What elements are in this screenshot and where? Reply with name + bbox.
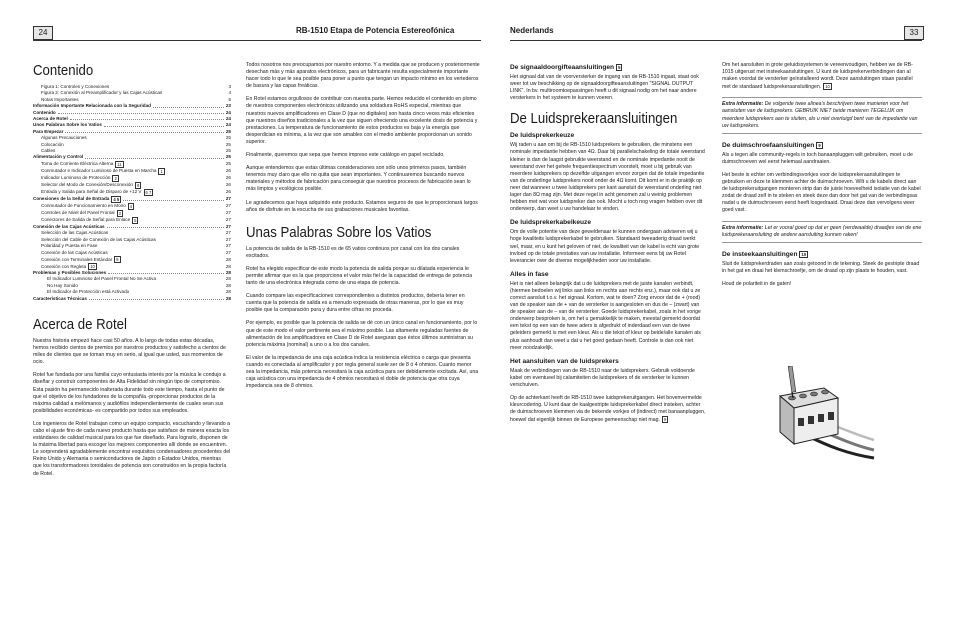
toc-entry-page: 25 [225, 141, 231, 147]
toc-entry [33, 196, 231, 203]
body-paragraph: Finalmente, queremos que sepa que hemos impreso este catálogo en papel reciclado. [246, 152, 445, 159]
toc-entry [33, 175, 231, 182]
toc-entry-page: 4 [228, 90, 231, 96]
acerca-paragraph: Los ingenieros de Rotel trabajan como un equipo compacto, escuchando y llevando a cabo el ajuste fino de cada nuevo producto hasta que satisface de manera exacta los estándares de calidad musical para los que fue diseñado. Para lograrlo, disponen de la máxima libertad para escoger los mejores componentes allí donde se encuentren. Le sorprenderá agradablemente encontrar exquisitos condensadores procedentes del Reino Unido y Alemania o semiconductores de Japón o Estados Unidos, mientras que los transformadores toroidales de potencia son construidos en la propia factoría de Rotel. [33, 420, 231, 477]
luid-title: De Luidsprekeraansluitingen [510, 110, 678, 128]
toc-entry-page: 23 [225, 103, 231, 109]
toc-entry-page: 26 [225, 168, 231, 174]
toc-entry-page: 26 [225, 182, 231, 188]
section-heading: Alles in fase [510, 270, 549, 278]
ref-box: 5 [134, 217, 137, 223]
column-nl-right [722, 62, 922, 294]
toc-entry [33, 182, 231, 189]
toc-entry-page: 5 [228, 96, 231, 102]
toc-entry [33, 203, 231, 210]
column-middle [246, 62, 480, 396]
toc-entry-label: No Hay Sonido [47, 282, 78, 288]
toc-entry-page: 28 [225, 295, 231, 301]
toc-entry-page: 28 [225, 256, 231, 262]
toc-entry-label: Características Técnicas [33, 295, 87, 301]
toc-entry-label: Conexión de las Cajas Acústicas [33, 223, 105, 229]
toc-entry-page: 27 [225, 249, 231, 255]
ref-box: 10 [90, 263, 95, 269]
connector-illustration [768, 366, 876, 462]
toc-entry-label: Colocación [41, 141, 64, 147]
toc-entry-label: Acerca de Rotel [33, 116, 68, 122]
ref-box: 9 [818, 142, 821, 148]
toc-entry-page: 25 [225, 128, 231, 134]
body-paragraph: Le agradecemos que haya adquirido este producto. Estamos seguros de que le proporcionará largos años de disfrute en la escucha de sus grabaciones musicales favoritas. [246, 199, 478, 213]
toc-entry [33, 189, 231, 196]
toc-entry [33, 210, 231, 217]
section-text-last: Op de achterkant heeft de RB-1510 twee luidsprekeruitgangen. Het bovenvermelde kleurcodering. U kunt daar de kaalgestripte luidsprekerkabel direct insteken, achter de duimschroeven klemmen via de bekende vorkjes of (indirect) met banaanpluggen, hoewel dat eigenlijk binnen de Europese gemeenschap niet mag. 9 [510, 395, 706, 424]
toc-entry-label: Figura 1: Controles y Conexiones [41, 84, 110, 89]
toc-entry-page: 27 [225, 223, 231, 229]
toc-entry-label: Para Empezar [33, 128, 64, 134]
section-text: Wij raden u aan om bij de RB-1510 luidsprekers te gebruiken, die minstens een nominale impedantie hebben van 4Ω. Daar bij parallelschakeling de totale weerstand kleiner is dan de laagst gebruikte weerstand en de nominale impedantie nooit de weerstand over het gehele frequentiespectrum voorstelt, moet u bij gebruik van meerdere luidsprekers op dezelfde uitgangen ervoor zorgen dat de totale impedantie van de onderlinge luidsprekers nooit onder de 4Ω komt. Dit komt er in de praktijk op neer dat wanneer u twee luidsprekers per kant aansluit de weerstand onderling niet lager dan 8Ω mag zijn. Met deze regel in acht genomen zal u weinig problemen hebben met wat voor luidspreker dan ook. Mocht u toch nog vragen hebben over dit onderwerp, dan weet u uw handelaar te vinden. [510, 142, 705, 213]
vatios-paragraph: Cuando compare las especificaciones correspondientes a distintos productos, debería tener en cuenta que la potencia de salida es a menudo expresada de otras maneras, por lo que es muy posible que la comparación pura y dura entre cifras no proceda. [246, 293, 465, 314]
toc-entry-label: Conexión con Terminales Estándar [41, 256, 113, 262]
toc-entry-page: 27 [225, 196, 231, 202]
toc-entry-label: Algunas Precauciones [41, 135, 87, 141]
body-paragraph: En Rotel estamos orgullosos de contribuir con nuestra parte. Hemos reducido el contenido en plomo de nuestros componentes electrónicos utilizando una soldadura RoHS especial, mientras que nuestros nuevos amplificadores en Clase D (que no digitales) son hasta cinco veces más eficientes que nuestros diseños tradicionales a la vez que siguen ofreciendo una excelente dosis de potencia y prestaciones. La temperatura de funcionamiento de estos productos es baja y la energía que desperdician es mínima, a la vez que son amables con el medio ambiente proporcionan un sonido superior. [246, 96, 478, 145]
toc-list [33, 84, 231, 302]
toc-entry-label: Conectores de Salida de Señal para Enlace [41, 217, 131, 223]
section-text: Maak de verbindingen van de RB-1510 naar de luidsprekers. Gebruik voldoende kabel om eventueel bij calamiteiten de luidsprekers of de versterker te kunnen verschuiven. [510, 367, 695, 388]
vatios-title: Unas Palabras Sobre los Vatios [246, 223, 432, 241]
ref-box: 11 [117, 161, 122, 167]
toc-entry-label: El Indicador de Protección está Activado [47, 289, 130, 295]
toc-entry-label: Indicador Luminoso de Protección [41, 175, 111, 181]
toc-entry-label: Conmutador e Indicador Luminoso de Puesta en Marcha [41, 168, 157, 174]
toc-entry-page: 25 [225, 135, 231, 141]
toc-entry-label: Unos Palabras Sobre los Vatios [33, 122, 102, 128]
toc-entry-label: Selección de las Cajas Acústicas [41, 230, 109, 236]
body-paragraph: Aunque entendemos que estas últimas consideraciones son sólo unos primeros pasos, también tenemos muy claro que ello no quita que sean importantes. Y continuaremos buscando nuevos materiales y métodos de fabricación para conseguir que nuestros procesos de fabricación sean lo más limpios y ecológicos posible. [246, 165, 471, 193]
toc-entry-label: Controles de Nivel del Panel Frontal [41, 210, 115, 216]
ref-box: 2 [114, 175, 117, 181]
page-number-right: 33 [904, 26, 924, 40]
insteek-heading: De insteekaansluitingen 10 [722, 250, 807, 258]
page-header-left: RB-1510 Etapa de Potencia Estereofónica [296, 26, 455, 35]
vatios-paragraph: Por ejemplo, es posible que la potencia de salida se dé con un único canal en funcionamiento, por lo que de este modo el valor pertinente sea el máximo posible. Las altamente reguladas fuentes de alimentación de los amplificadores en Clase D de Rotel aseguran que éstos últimos suministran su potencia máxima (nominal) a uno o a los dos canales. [246, 320, 478, 348]
toc-entry-page: 25 [225, 161, 231, 167]
toc-entry-page: 25 [225, 154, 231, 160]
insteek-text: Sluit de luidsprekerdraden aan zoals getoond in de tekening. Steek de gestripte draad in het gat en draai het klemschroefje, om de draad op zijn plaats te houden, vast. [722, 260, 920, 274]
toc-entry-page: 27 [225, 236, 231, 242]
toc-entry-page: 24 [225, 122, 231, 128]
toc-entry-label: Selector del Modo de Conexión/Desconexión [41, 182, 133, 188]
ref-box: 8 [136, 182, 140, 188]
toc-entry-label: Conmutador de Funcionamiento en Mono [41, 203, 126, 209]
ref-box: 4 [129, 203, 133, 209]
toc-entry-page: 27 [225, 210, 231, 216]
ref-box: 9 [663, 417, 667, 423]
section-text: Om de volle potentie van deze geweldenaar te kunnen ondergaan adviseren wij u hoge kwaliteits luidsprekerkabel te gebruiken. Standaard tweeaderig draad werkt wel, maar, en u kunt het geloven of niet, de kwaliteit van de kabel is echt van grote invloed op de totale prestaties van uw installatie. Informeer eens bij uw Rotel leverancier over de diverse mogelijkheden voor uw installatie. [510, 229, 700, 264]
acerca-title: Acerca de Rotel [33, 315, 127, 333]
ref-box: 10 [825, 84, 830, 90]
signaal-text: Het signaal dat van de voorversterker de ingang van de RB-1510 ingaat, staat ook weer tot uw beschikking op de signaaldoorgifteaansluitingen "SIGNAL OUTPUT LINK". In bv. multiroomtoepassingen heeft u dit signaal nodig om het naar andere versterkers in het systeem te kunnen voeren. [510, 74, 699, 102]
toc-entry [33, 263, 231, 270]
vatios-paragraph: Rotel ha elegido especificar de este modo la potencia de salida porque su dilatada experiencia le permite afirmar que es la que proporciona el valor más fiel de la capacidad de entrega de potencia tanto de una electrónica integrada como de una etapa de potencia. [246, 265, 473, 287]
polariteit-text: Houd de polariteit in de gaten! [722, 280, 792, 287]
vatios-paragraph: El valor de la impedancia de una caja acústica indica la resistencia eléctrica o carga que presenta cuando es conectada al amplificador y por regla general suele ser de 8 ó 4 ohmios. Cuanto menor sea la impedancia, más potencia necesitará la caja acústica para ser debidamente excitada. Así, una caja acústica con una impedancia de 4 ohmios necesitará el doble de potencia que otra cuya impedancia sea de 8 ohmios. [246, 354, 479, 390]
toc-title: Contenido [33, 62, 94, 79]
toc-entry-page: 24 [225, 116, 231, 122]
toc-entry-label: Figura 2: Conexión al Preamplificador y las Cajas Acústicas [41, 90, 163, 96]
toc-entry-label: Polaridad y Puesta en Fase [41, 243, 98, 249]
toc-entry-page: 28 [225, 289, 231, 295]
page-number-left: 24 [33, 26, 53, 40]
signaal-heading: De signaaldoorgifteaansluitingen 5 [510, 64, 621, 71]
extra-info-note: Extra informatie: De volgende twee alinea's beschrijven twee manieren voor het aansluiten van de luidsprekers. GEBRUIK NIET beide manieren TEGELIJK om meerdere luidsprekers aan te sluiten, als u niet overtuigd bent van de impedantie van uw luidsprekers. [722, 97, 922, 133]
page-header-right: Nederlands [510, 26, 554, 35]
extra-info-note: Extra informatie: Let er vooral goed op dat er geen (verdwaalde) draadjes van de ene luidsprekeraansluiting de andere aansluiting kunnen raken! [722, 221, 922, 243]
toc-entry [33, 217, 231, 224]
toc-entry-page: 27 [225, 243, 231, 249]
toc-entry-label: Contenido [33, 109, 56, 115]
toc-entry-label: Conexión de las Cajas Acústicas [41, 249, 108, 255]
duim-text: Het beste is echter om verbindingsvorkjes voor de luidsprekeraansluitingen te gebruiken en deze te klemmen achter de duimschroeven. Wilt u de kabels direct aan de luidsprekeruitgangen monteren strip dan de juiste hoeveelheid isolatie van de kabel zodat de draad zelf in te steken en steek deze dan door het gat van de verbindingsas nadat u de duimschroeven eerst heeft losgedraaid. Draai deze dan vervolgens weer goed vast. [722, 171, 921, 214]
toc-entry-label: Problemas y Posibles Soluciones [33, 269, 107, 275]
duim-text: Als u tegen alle community-regels in toch banaanpluggen wilt gebruiken, moet u de duimschroeven wel eerst helemaal aandraaien. [722, 151, 913, 165]
section-heading: De luidsprekerkeuze [510, 132, 575, 140]
header-rule-left [33, 40, 481, 41]
toc-entry-label: Alimentación y Control [33, 154, 84, 160]
toc-entry [33, 168, 231, 175]
toc-entry-page: 28 [225, 282, 231, 288]
toc-entry-page: 3 [228, 84, 231, 89]
toc-entry-page: 28 [225, 263, 231, 269]
toc-entry-page: 26 [225, 189, 231, 195]
toc-entry-label: Toma de Corriente Eléctrica Alterna [41, 161, 114, 167]
section-heading: De luidsprekerkabelkeuze [510, 219, 591, 227]
toc-entry-page: 24 [225, 109, 231, 115]
toc-entry-label: Información Importante Relacionada con la Seguridad [33, 103, 151, 109]
ref-box: 4 5 [113, 196, 120, 202]
acerca-paragraph: Nuestra historia empezó hace casi 50 años. A lo largo de todas estas décadas, hemos recibido cientos de premios por nuestros productos y satisfecho a cientos de miles de clientes que se toman muy en serio, al igual que usted, sus momentos de ocio. [33, 337, 226, 366]
body-paragraph: Todos nosotros nos preocupamos por nuestro entorno. Y a medida que se producen y posteriormente desechan más y más aparatos electrónicos, para un fabricante resulta especialmente importante hacer todo lo que le sea posible para poner a punto que tengan un impacto mínimo en los vertederos de basura y las capas freáticas. [246, 62, 480, 90]
toc-entry-label: Notas Importantes [41, 96, 79, 102]
duim-heading: De duimschroefaansluitingen 9 [722, 141, 821, 149]
toc-entry-page: 26 [225, 175, 231, 181]
column-nl-left [510, 62, 706, 430]
ref-box: 9 [116, 256, 119, 262]
intro-text: Om het aansluiten in grote geluidssystemen te vereenvoudigen, hebben we de RB-1015 uitgerust met insteekaansluitingen. U kunt de luidsprekerverbindingen dan al maken voordat de versterker geïnstalleerd wordt. Deze aansluitingen staan parallel met de standaard luidsprekeraansluitingen. 10 [722, 62, 913, 91]
toc-entry-label: Cables [41, 148, 56, 154]
ref-box: 1 [160, 168, 163, 174]
toc-entry-page: 28 [225, 269, 231, 275]
toc-entry-page: 27 [225, 217, 231, 223]
toc-entry [33, 161, 231, 168]
toc-entry-page: 27 [225, 230, 231, 236]
column-contents [33, 62, 231, 484]
toc-entry-label: El Indicador Luminoso del Panel Frontal No Se Activa [47, 276, 157, 282]
ref-box: 3 [118, 210, 121, 216]
toc-entry [33, 296, 231, 302]
toc-entry-page: 27 [225, 203, 231, 209]
vatios-paragraph: La potencia de salida de la RB-1510 es de 65 vatios continuos por canal con los dos canales excitados. [246, 245, 460, 259]
ref-box: 6 7 [145, 189, 152, 195]
acerca-paragraph: Rotel fue fundada por una familia cuyo entusiasta interés por la música le condujo a diseñar y construir componentes de Alta Fidelidad sin ningún tipo de compromiso. Esta pasión ha permanecido inalterada durante todo este tiempo, hasta el punto de que el objetivo de los fundadores de la compañía -proporcionar productos de la máxima calidad a melómanos y audiófilos independientemente de cuales sean sus posibilidades económicas- es compartido por todos sus empleados. [33, 372, 226, 414]
toc-entry [33, 256, 231, 263]
toc-entry-page: 25 [225, 148, 231, 154]
toc-entry-label: Entrada y Salida para Señal de Disparo de +12 V [41, 189, 142, 195]
section-heading: Het aansluiten van de luidsprekers [510, 357, 619, 365]
header-rule-right [510, 40, 922, 41]
section-text: Het is niet alleen belangrijk dat u de luidsprekers met de juiste kanalen verbindt, (hiermee bedoelen wij links aan links en rechts aan rechts enz.), maar ook dat u ze correct aansluit t.o.v. het signaal. Kortom, wat te doen? Zorg ervoor dat de + (rood) van de speaker aan de + van de versterker is aangesloten en dus de – (zwart) van de speaker aan de – van de versterker. Goede luidsprekerkabel, zoals in het vorige onderwerp besproken is, om het u gemakkelijk te maken, meestal gemerkt doordat een tekst op een van de twee aders is afgedrukt of inderdaad een van de twee geleiders gemerkt is met een kleur. Als u die tekst of kleur op beide/alle kanalen als plus aanhoudt dan weet u dat u het goed gedaan heeft. Controle is dan ook niet meer noodzakelijk. [510, 280, 701, 351]
toc-entry-label: Selección del Cable de Conexión de las Cajas Acústicas [41, 236, 156, 242]
toc-entry-label: Conexión con Regleta [41, 263, 87, 269]
ref-box: 5 [618, 65, 621, 70]
toc-entry-label: Conexiones de la Señal de Entrada [33, 196, 110, 202]
ref-box: 10 [801, 251, 807, 257]
toc-entry-page: 28 [225, 276, 231, 282]
